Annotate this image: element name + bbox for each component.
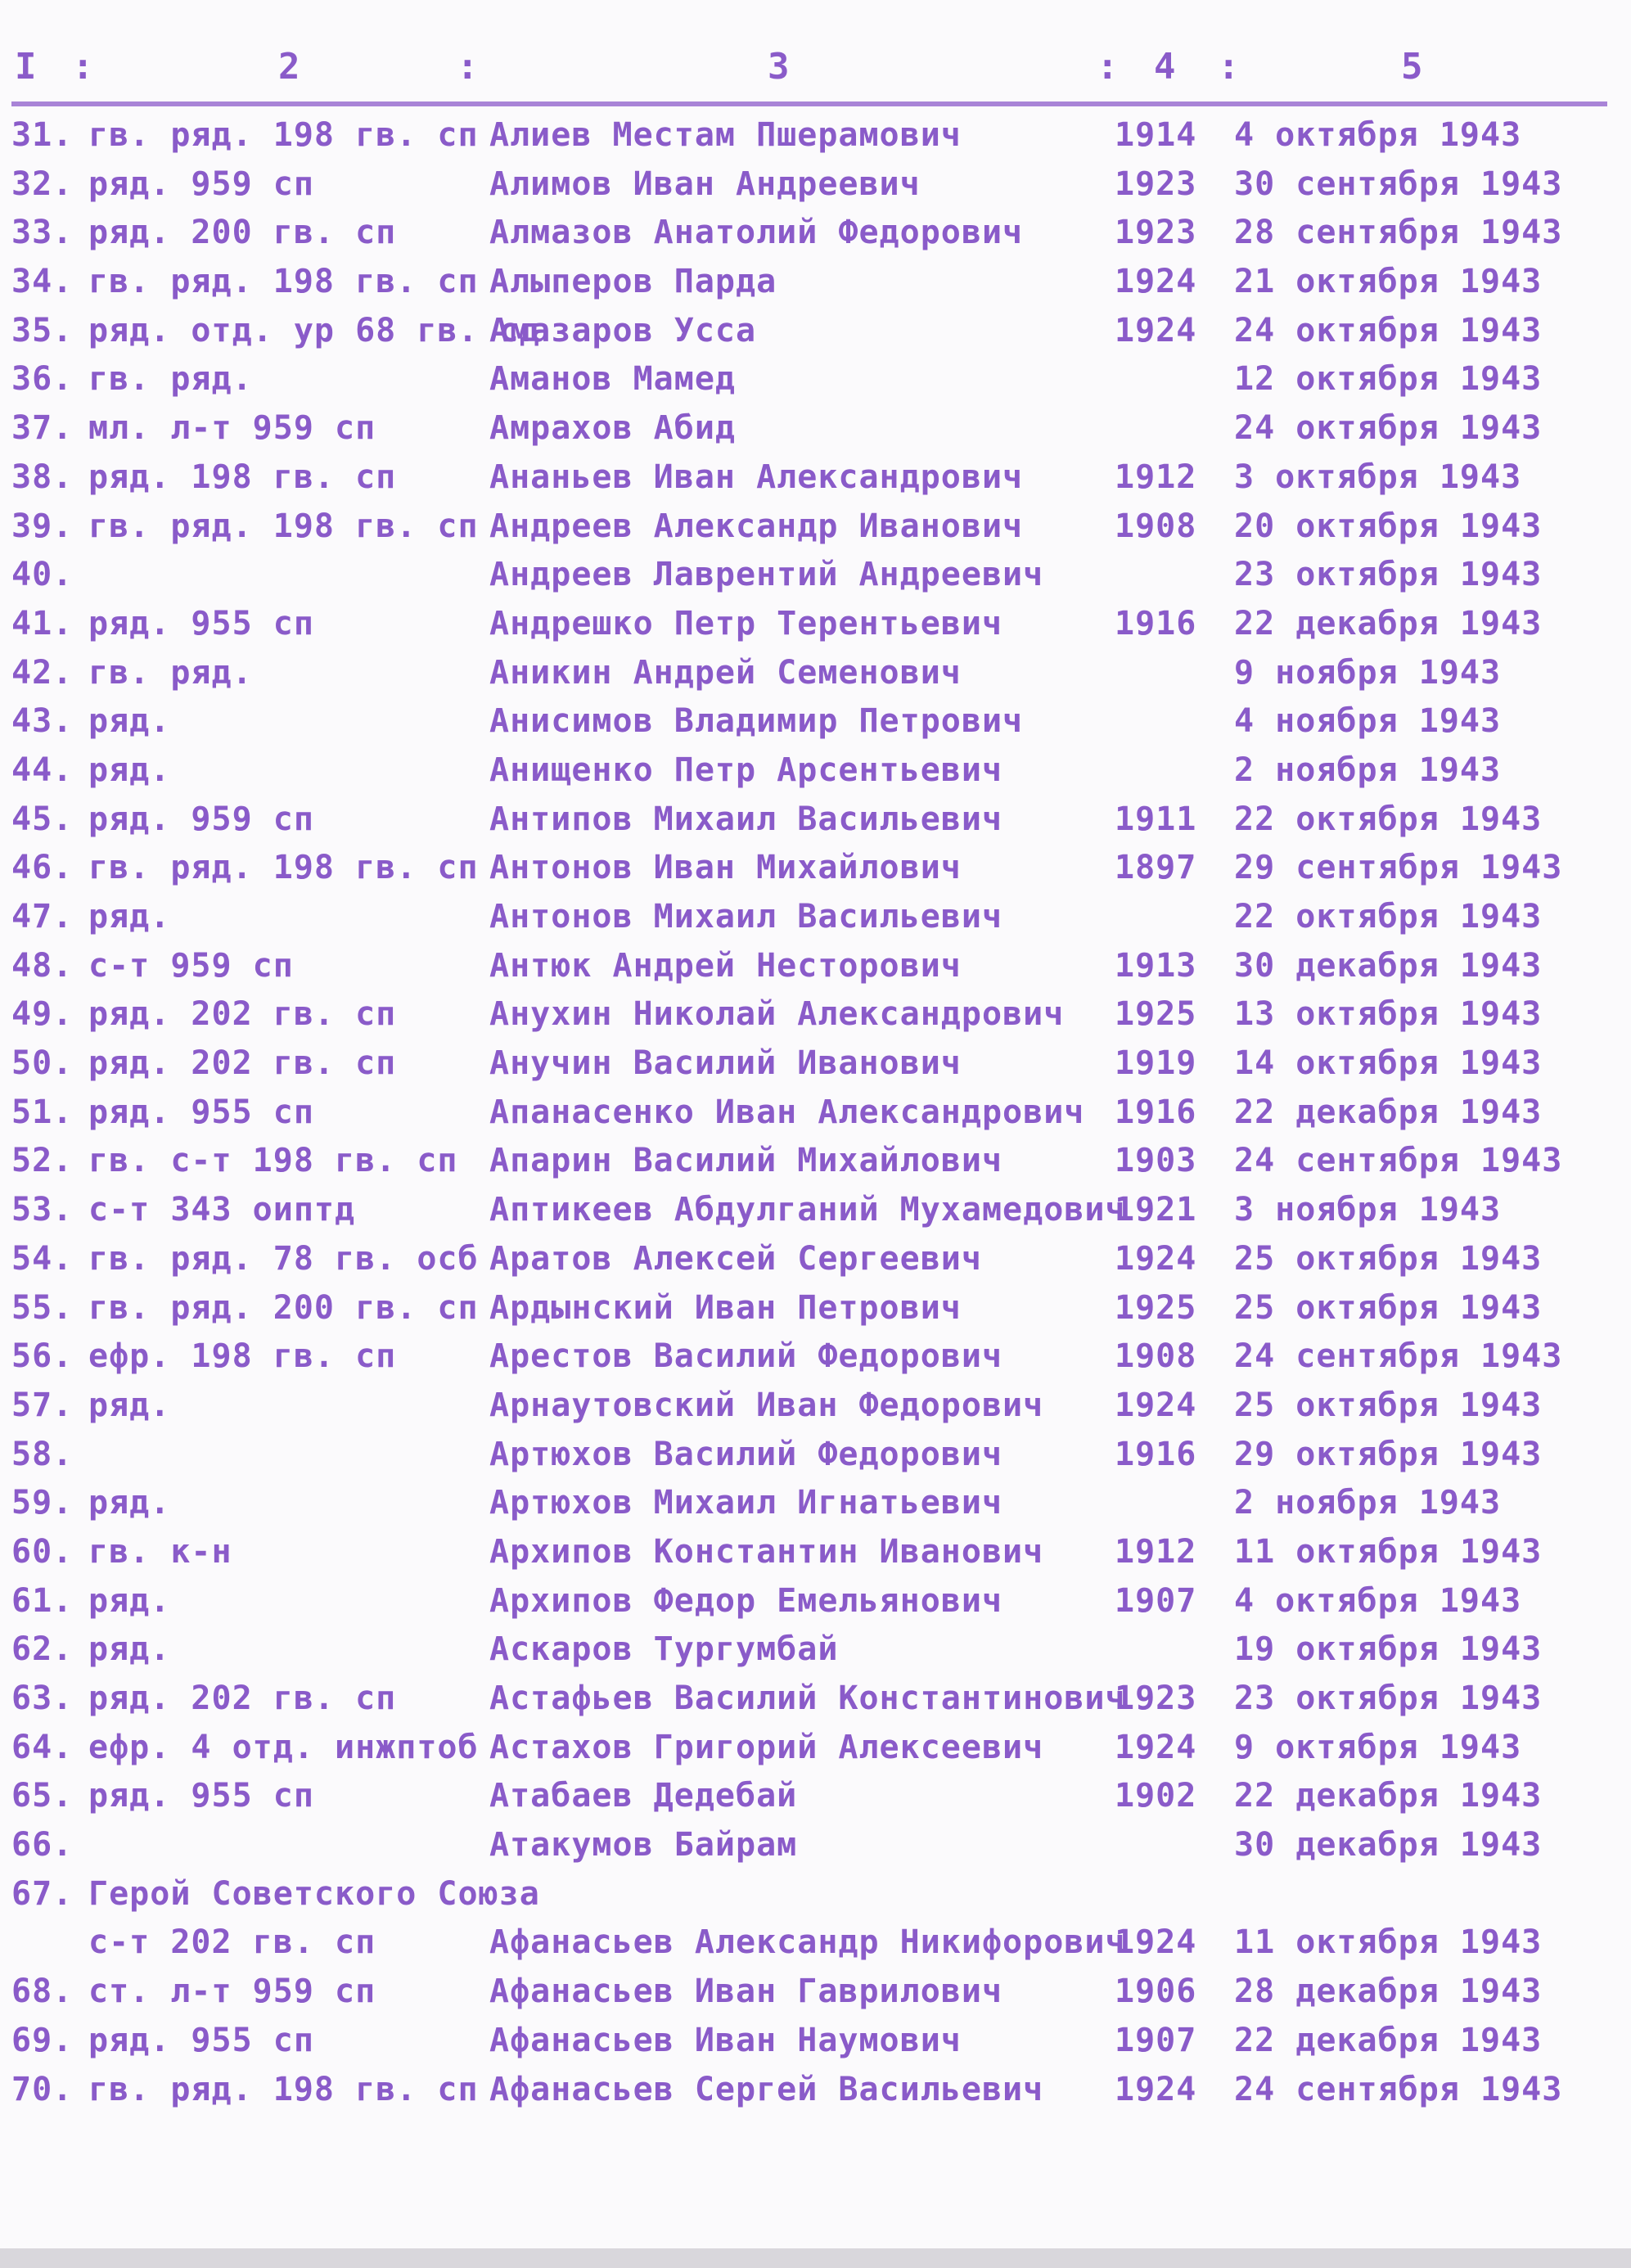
entry-birth-year: 1902 [1115,1777,1197,1815]
entry-rank-unit: с-т 202 гв. сп [88,1923,376,1962]
entry-death-date: 22 декабря 1943 [1234,1777,1543,1815]
entry-full-name: Амрахов Абид [489,409,736,448]
entry-number: 56. [11,1337,74,1376]
entry-rank-unit: ряд. [88,751,171,789]
entry-death-date: 3 октября 1943 [1234,458,1522,496]
entry-death-date: 22 декабря 1943 [1234,2021,1543,2059]
entry-death-date: 30 сентября 1943 [1234,165,1563,203]
entry-birth-year: 1911 [1115,800,1197,838]
table-row [0,893,1631,942]
table-row [0,1919,1631,1968]
entry-death-date: 28 сентября 1943 [1234,214,1563,252]
entry-rank-unit: ряд. 198 гв. сп [88,458,397,496]
table-row [0,942,1631,991]
entry-death-date: 22 декабря 1943 [1234,604,1543,643]
entry-full-name: Алыперов Парда [489,263,777,301]
table-row [0,1479,1631,1528]
entry-number: 57. [11,1386,74,1424]
entry-death-date: 30 декабря 1943 [1234,1826,1543,1864]
entry-number: 55. [11,1288,74,1327]
table-row [0,209,1631,258]
entry-rank-unit: Герой Советского Союза [88,1874,540,1913]
table-row [0,1431,1631,1480]
entry-death-date: 24 сентября 1943 [1234,1337,1563,1376]
entry-number: 64. [11,1728,74,1766]
entry-birth-year: 1924 [1115,2070,1197,2108]
entry-rank-unit: ряд. 955 сп [88,604,314,643]
table-row [0,1528,1631,1577]
header-separator-1: : [72,46,94,88]
entry-birth-year: 1924 [1115,1728,1197,1766]
entry-rank-unit: гв. ряд. [88,653,253,692]
entry-death-date: 2 ноября 1943 [1234,751,1502,789]
entry-full-name: Алмазов Анатолий Федорович [489,214,1024,252]
entry-full-name: Арнаутовский Иван Федорович [489,1386,1044,1424]
table-row [0,1186,1631,1235]
entry-birth-year: 1914 [1115,116,1197,154]
entry-full-name: Аскаров Тургумбай [489,1630,839,1669]
entry-number: 65. [11,1777,74,1815]
entry-death-date: 22 декабря 1943 [1234,1093,1543,1131]
table-row [0,1968,1631,2017]
table-row [0,746,1631,796]
entry-death-date: 12 октября 1943 [1234,360,1543,399]
table-row [0,551,1631,600]
entry-death-date: 2 ноября 1943 [1234,1484,1502,1522]
entry-death-date: 23 октября 1943 [1234,1680,1543,1717]
entry-number: 38. [11,458,74,496]
entry-rank-unit: ст. л-т 959 сп [88,1973,376,2011]
header-separator-3: : [1097,46,1119,88]
table-row [0,503,1631,552]
table-row [0,1382,1631,1431]
entry-rank-unit: гв. ряд. 78 гв. осб [88,1239,479,1278]
entry-death-date: 22 октября 1943 [1234,898,1543,936]
entry-full-name: Ананьев Иван Александрович [489,458,1024,496]
table-row [0,649,1631,698]
entry-number: 41. [11,604,74,643]
entry-full-name: Аманов Мамед [489,360,736,399]
entry-death-date: 11 октября 1943 [1234,1923,1543,1962]
table-row [0,404,1631,453]
entry-birth-year: 1907 [1115,1581,1197,1620]
entry-birth-year: 1907 [1115,2021,1197,2059]
entry-full-name: Антонов Иван Михайлович [489,849,962,887]
entry-death-date: 14 октября 1943 [1234,1044,1543,1083]
entry-full-name: Антипов Михаил Васильевич [489,800,1003,838]
entry-death-date: 25 октября 1943 [1234,1386,1543,1424]
entry-birth-year: 1923 [1115,165,1197,203]
entry-number: 68. [11,1973,74,2011]
entry-birth-year: 1924 [1115,1386,1197,1424]
entry-number: 31. [11,116,74,154]
entry-full-name: Аптикеев Абдулганий Мухамедович [489,1191,1126,1229]
entry-death-date: 24 октября 1943 [1234,409,1543,448]
entry-number: 63. [11,1680,74,1717]
entry-rank-unit: ряд. [88,898,171,936]
table-row [0,453,1631,503]
entry-number: 35. [11,311,74,349]
entry-rank-unit: гв. с-т 198 гв. сп [88,1142,458,1180]
entry-full-name: Аникин Андрей Семенович [489,653,962,692]
header-col-2: 2 [278,46,300,88]
entry-birth-year: 1903 [1115,1142,1197,1180]
entry-full-name: Афанасьев Александр Никифорович [489,1923,1126,1962]
table-row [0,697,1631,746]
entry-birth-year: 1923 [1115,1680,1197,1717]
entry-death-date: 22 октября 1943 [1234,800,1543,838]
header-separator-4: : [1218,46,1240,88]
entry-full-name: Ардынский Иван Петрович [489,1288,962,1327]
entry-full-name: Анисимов Владимир Петрович [489,702,1024,741]
entry-death-date: 23 октября 1943 [1234,556,1543,594]
entry-full-name: Алимов Иван Андреевич [489,165,921,203]
entry-rank-unit: ряд. 200 гв. сп [88,214,397,252]
entry-number: 33. [11,214,74,252]
entry-number: 42. [11,653,74,692]
entry-number: 46. [11,849,74,887]
table-row [0,307,1631,356]
entry-number: 50. [11,1044,74,1083]
entry-rank-unit: ряд. 955 сп [88,1777,314,1815]
entry-number: 59. [11,1484,74,1522]
table-row [0,1039,1631,1089]
table-row [0,1675,1631,1724]
entry-rank-unit: ряд. отд. ур 68 гв. сд [88,311,540,349]
entry-full-name: Анучин Василий Иванович [489,1044,962,1083]
entry-number: 47. [11,898,74,936]
entry-birth-year: 1925 [1115,1288,1197,1327]
table-row [0,2017,1631,2066]
entry-full-name: Анухин Николай Александрович [489,995,1065,1034]
entry-rank-unit: ряд. [88,702,171,741]
entry-death-date: 25 октября 1943 [1234,1239,1543,1278]
entry-rank-unit: ряд. [88,1386,171,1424]
entry-full-name: Астафьев Василий Константинович [489,1680,1126,1717]
entry-rank-unit: гв. ряд. 200 гв. сп [88,1288,479,1327]
entry-full-name: Апарин Василий Михайлович [489,1142,1003,1180]
entry-full-name: Атакумов Байрам [489,1826,798,1864]
entry-rank-unit: с-т 343 оиптд [88,1191,356,1229]
entry-death-date: 13 октября 1943 [1234,995,1543,1034]
table-row [0,1137,1631,1186]
entry-full-name: Аратов Алексей Сергеевич [489,1239,982,1278]
entry-number: 69. [11,2021,74,2059]
entry-number: 58. [11,1435,74,1473]
entry-number: 62. [11,1630,74,1669]
table-row [0,1284,1631,1333]
entry-list [0,111,1631,2114]
entry-rank-unit: гв. к-н [88,1532,232,1571]
entry-birth-year: 1913 [1115,946,1197,985]
header-col-5: 5 [1401,46,1423,88]
entry-number: 51. [11,1093,74,1131]
table-row [0,990,1631,1039]
entry-number: 70. [11,2070,74,2108]
entry-rank-unit: гв. ряд. 198 гв. сп [88,507,479,545]
entry-death-date: 3 ноября 1943 [1234,1191,1502,1229]
entry-death-date: 21 октября 1943 [1234,263,1543,301]
entry-number: 34. [11,263,74,301]
entry-birth-year: 1924 [1115,1923,1197,1962]
entry-number: 43. [11,702,74,741]
entry-birth-year: 1925 [1115,995,1197,1034]
table-row [0,844,1631,893]
entry-death-date: 29 сентября 1943 [1234,849,1563,887]
entry-full-name: Алиев Местам Пшерамович [489,116,962,154]
table-row [0,1724,1631,1773]
entry-number: 36. [11,360,74,399]
table-row [0,2066,1631,2115]
entry-death-date: 19 октября 1943 [1234,1630,1543,1669]
table-row [0,796,1631,845]
entry-rank-unit: гв. ряд. 198 гв. сп [88,116,479,154]
entry-full-name: Антюк Андрей Несторович [489,946,962,985]
entry-birth-year: 1916 [1115,1093,1197,1131]
entry-full-name: Афанасьев Иван Наумович [489,2021,962,2059]
entry-rank-unit: гв. ряд. 198 гв. сп [88,263,479,301]
entry-number: 49. [11,995,74,1034]
entry-full-name: Атабаев Дедебай [489,1777,798,1815]
entry-death-date: 20 октября 1943 [1234,507,1543,545]
entry-rank-unit: с-т 959 сп [88,946,294,985]
table-row [0,1332,1631,1382]
entry-rank-unit: ряд. [88,1581,171,1620]
table-row [0,1772,1631,1821]
entry-full-name: Андреев Александр Иванович [489,507,1024,545]
entry-death-date: 9 ноября 1943 [1234,653,1502,692]
table-row [0,355,1631,404]
entry-birth-year: 1897 [1115,849,1197,887]
entry-rank-unit: ряд. [88,1630,171,1669]
entry-number: 32. [11,165,74,203]
header-col-1: I [15,46,37,88]
entry-number: 37. [11,409,74,448]
scan-bottom-edge [0,2248,1631,2268]
table-row [0,111,1631,160]
entry-death-date: 4 ноября 1943 [1234,702,1502,741]
entry-rank-unit: ряд. 955 сп [88,1093,314,1131]
entry-birth-year: 1912 [1115,1532,1197,1571]
entry-full-name: Антонов Михаил Васильевич [489,898,1003,936]
entry-full-name: Архипов Константин Иванович [489,1532,1044,1571]
entry-death-date: 11 октября 1943 [1234,1532,1543,1571]
entry-death-date: 28 декабря 1943 [1234,1973,1543,2011]
entry-rank-unit: ряд. 959 сп [88,800,314,838]
entry-rank-unit: ряд. 955 сп [88,2021,314,2059]
entry-death-date: 4 октября 1943 [1234,1581,1522,1620]
table-row [0,160,1631,210]
table-row [0,1577,1631,1626]
entry-number: 61. [11,1581,74,1620]
entry-birth-year: 1908 [1115,1337,1197,1376]
entry-rank-unit: ряд. [88,1484,171,1522]
column-number-header [0,39,1631,97]
entry-birth-year: 1924 [1115,311,1197,349]
entry-birth-year: 1924 [1115,263,1197,301]
entry-number: 45. [11,800,74,838]
entry-death-date: 24 октября 1943 [1234,311,1543,349]
header-separator-2: : [457,46,479,88]
entry-rank-unit: ряд. 202 гв. сп [88,1680,397,1717]
entry-rank-unit: ряд. 202 гв. сп [88,995,397,1034]
table-row [0,1089,1631,1138]
entry-full-name: Артюхов Михаил Игнатьевич [489,1484,1003,1522]
entry-rank-unit: гв. ряд. 198 гв. сп [88,2070,479,2108]
entry-number: 54. [11,1239,74,1278]
entry-rank-unit: гв. ряд. [88,360,253,399]
entry-rank-unit: ряд. 202 гв. сп [88,1044,397,1083]
entry-full-name: Амазаров Усса [489,311,757,349]
table-row [0,1821,1631,1870]
entry-birth-year: 1912 [1115,458,1197,496]
header-col-4: 4 [1154,46,1176,88]
entry-rank-unit: гв. ряд. 198 гв. сп [88,849,479,887]
entry-full-name: Афанасьев Иван Гаврилович [489,1973,1003,2011]
table-row [0,1235,1631,1284]
entry-full-name: Андрешко Петр Терентьевич [489,604,1003,643]
table-row [0,1870,1631,1919]
entry-birth-year: 1906 [1115,1973,1197,2011]
header-col-3: 3 [768,46,790,88]
entry-rank-unit: ряд. 959 сп [88,165,314,203]
entry-birth-year: 1916 [1115,1435,1197,1473]
entry-number: 67. [11,1874,74,1913]
entry-full-name: Арестов Василий Федорович [489,1337,1003,1376]
table-row [0,258,1631,307]
entry-death-date: 29 октября 1943 [1234,1435,1543,1473]
entry-number: 48. [11,946,74,985]
entry-death-date: 30 декабря 1943 [1234,946,1543,985]
entry-birth-year: 1916 [1115,604,1197,643]
entry-full-name: Астахов Григорий Алексеевич [489,1728,1044,1766]
entry-birth-year: 1924 [1115,1239,1197,1278]
entry-birth-year: 1908 [1115,507,1197,545]
entry-number: 40. [11,556,74,594]
entry-rank-unit: ефр. 198 гв. сп [88,1337,397,1376]
entry-full-name: Архипов Федор Емельянович [489,1581,1003,1620]
table-row [0,1625,1631,1675]
entry-full-name: Артюхов Василий Федорович [489,1435,1003,1473]
entry-number: 39. [11,507,74,545]
header-divider [11,101,1607,106]
entry-birth-year: 1919 [1115,1044,1197,1083]
entry-birth-year: 1921 [1115,1191,1197,1229]
entry-death-date: 9 октября 1943 [1234,1728,1522,1766]
entry-number: 53. [11,1191,74,1229]
entry-full-name: Апанасенко Иван Александрович [489,1093,1085,1131]
entry-number: 60. [11,1532,74,1571]
entry-full-name: Андреев Лаврентий Андреевич [489,556,1044,594]
entry-death-date: 25 октября 1943 [1234,1288,1543,1327]
entry-number: 66. [11,1826,74,1864]
entry-number: 44. [11,751,74,789]
table-row [0,600,1631,649]
entry-death-date: 4 октября 1943 [1234,116,1522,154]
entry-full-name: Анищенко Петр Арсентьевич [489,751,1003,789]
entry-death-date: 24 сентября 1943 [1234,2070,1563,2108]
entry-number: 52. [11,1142,74,1180]
entry-full-name: Афанасьев Сергей Васильевич [489,2070,1044,2108]
entry-rank-unit: мл. л-т 959 сп [88,409,376,448]
entry-rank-unit: ефр. 4 отд. инжптоб [88,1728,479,1766]
entry-death-date: 24 сентября 1943 [1234,1142,1563,1180]
entry-birth-year: 1923 [1115,214,1197,252]
